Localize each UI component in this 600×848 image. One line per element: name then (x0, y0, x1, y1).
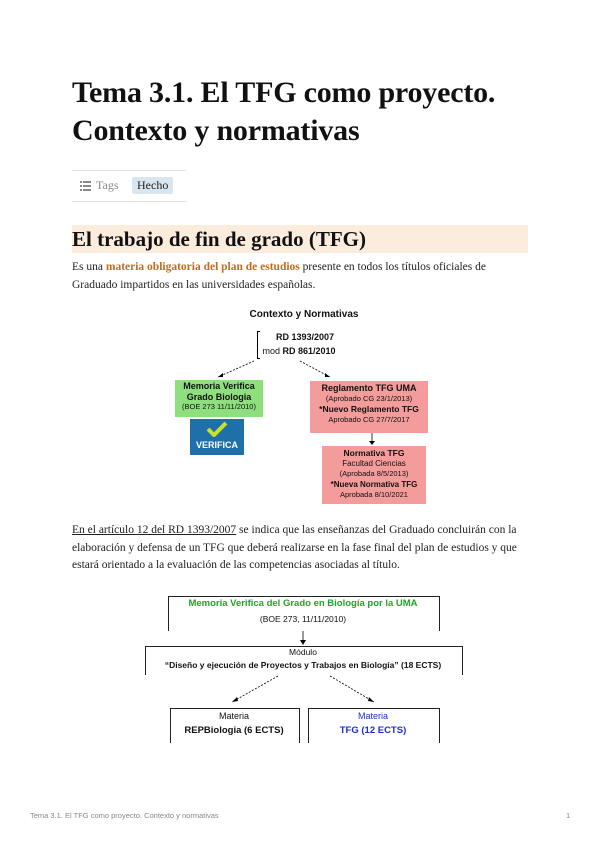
intro-highlight: materia obligatoria del plan de estudios (105, 261, 300, 273)
list-icon (80, 180, 91, 191)
rd-line1: RD 1393/2007 (275, 332, 335, 342)
reglamento-box (310, 381, 428, 433)
normativa-line4: *Nueva Normativa TFG (330, 479, 418, 489)
memoria-line2: Grado Biologia (186, 391, 252, 402)
verifica-logo (190, 419, 244, 455)
intro-paragraph (72, 259, 532, 294)
diagram-title: Contexto y Normativas (249, 309, 359, 320)
memoria-line1: Memoria Verifica (183, 381, 255, 391)
article-link[interactable]: En el artículo 12 del RD 1393/2007 (72, 524, 237, 536)
tags-label: Tags (96, 178, 119, 192)
materia-left-label: Materia (218, 711, 249, 721)
normativa-box (322, 446, 426, 504)
materia-right-name: TFG (12 ECTS) (339, 725, 407, 736)
checkmark-icon (206, 421, 228, 437)
materia-left-name: REPBiologia (6 ECTS) (184, 725, 284, 736)
intro-text-end: presente en todos los títulos oficiales de Graduado impartidos en las universidades españolas. (72, 261, 486, 291)
modulo-name: “Diseño y ejecución de Proyectos y Trabajos en Biología” (18 ECTS) (164, 660, 442, 670)
normativa-line3: (Aprobada 8/5/2013) (339, 469, 409, 478)
modulo-label: Módulo (289, 647, 317, 657)
verifica-logo-text: VERIFICA (195, 440, 238, 450)
normativa-line1: Normativa TFG (343, 448, 405, 458)
intro-text-start: Es una (72, 261, 106, 273)
memoria-line3: (BOE 273 11/11/2010) (182, 402, 256, 411)
article-paragraph (72, 522, 532, 575)
materia-right-label: Materia (357, 711, 388, 721)
page-number: 1 (566, 811, 571, 820)
tag-chip[interactable]: Hecho (132, 177, 173, 194)
normativa-line2: Facultad Ciencias (342, 458, 406, 468)
footer-title: Tema 3.1. El TFG como proyecto. Contexto y normativas (30, 811, 219, 820)
memoria-verifica-box (175, 380, 263, 417)
rd-mod-prefix: mod (262, 346, 283, 356)
context-diagram (170, 305, 440, 505)
reglamento-line4: Aprobado CG 27/7/2017 (328, 414, 410, 424)
module-diagram (164, 596, 442, 746)
section-heading: El trabajo de fin de grado (TFG) (72, 225, 528, 253)
page-title: Tema 3.1. El TFG como proyecto. Contexto y normativas (72, 76, 496, 147)
reglamento-line2: (Aprobado CG 23/1/2013) (325, 393, 413, 403)
memoria-uma-boe: (BOE 273, 11/11/2010) (259, 614, 347, 624)
rd-mod-bold: RD 861/2010 (282, 346, 336, 356)
reglamento-line1: Reglamento TFG UMA (321, 383, 417, 393)
memoria-uma-title: Memoria Verifica del Grado en Biología por la UMA (188, 598, 418, 609)
reglamento-line3: *Nuevo Reglamento TFG (319, 404, 419, 414)
tags-property[interactable] (72, 170, 186, 202)
article-text: se indica que las enseñanzas del Graduado concluirán con la elaboración y defensa de un TFG que deberá realizarse en la fase final del plan de estudios y que estará orientado a la evaluación de las competencias asociadas al título. (72, 524, 517, 571)
normativa-line5: Aprobada 8/10/2021 (340, 490, 408, 499)
